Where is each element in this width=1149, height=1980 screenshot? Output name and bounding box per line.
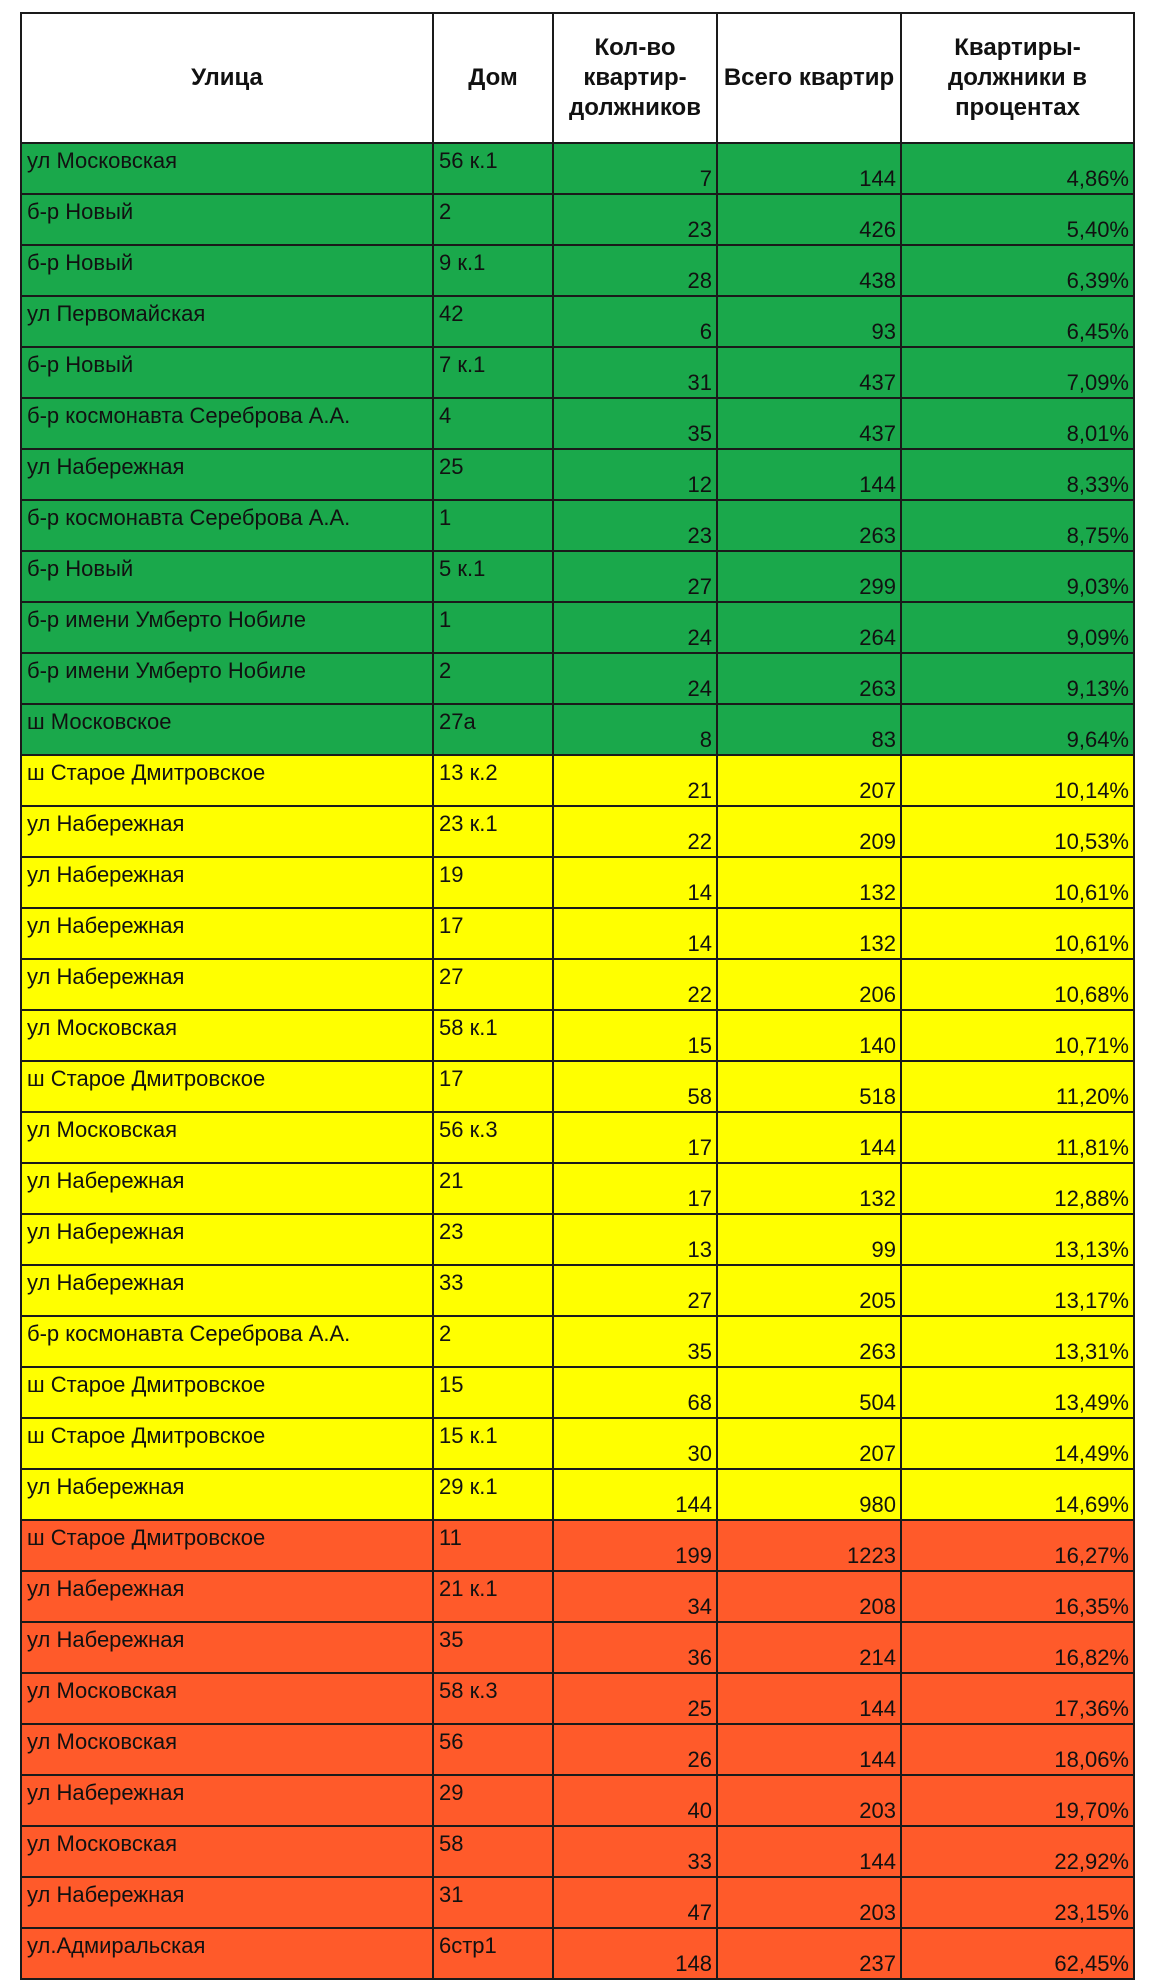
debtor-percent-cell: 16,27% bbox=[901, 1520, 1134, 1571]
debtor-percent-cell: 8,75% bbox=[901, 500, 1134, 551]
debtor-percent-cell: 62,45% bbox=[901, 1928, 1134, 1979]
street-cell: ул Московская bbox=[21, 1010, 433, 1061]
debtor-count-cell: 14 bbox=[553, 908, 717, 959]
debtor-percent-cell: 13,13% bbox=[901, 1214, 1134, 1265]
debtor-count-cell: 36 bbox=[553, 1622, 717, 1673]
total-apartments-cell: 132 bbox=[717, 908, 901, 959]
house-cell: 17 bbox=[433, 908, 553, 959]
house-cell: 15 к.1 bbox=[433, 1418, 553, 1469]
table-row bbox=[21, 194, 1134, 245]
debtor-percent-cell: 9,64% bbox=[901, 704, 1134, 755]
table-body bbox=[21, 143, 1134, 1979]
street-cell: ул Набережная bbox=[21, 1265, 433, 1316]
total-apartments-cell: 209 bbox=[717, 806, 901, 857]
table-row bbox=[21, 1520, 1134, 1571]
table-row bbox=[21, 908, 1134, 959]
debtor-percent-cell: 11,81% bbox=[901, 1112, 1134, 1163]
debtor-count-cell: 144 bbox=[553, 1469, 717, 1520]
house-cell: 56 к.3 bbox=[433, 1112, 553, 1163]
house-cell: 29 bbox=[433, 1775, 553, 1826]
debtor-percent-cell: 13,31% bbox=[901, 1316, 1134, 1367]
street-cell: б-р космонавта Сереброва А.А. bbox=[21, 1316, 433, 1367]
debtor-count-cell: 148 bbox=[553, 1928, 717, 1979]
street-cell: ул Московская bbox=[21, 1673, 433, 1724]
street-cell: ул Набережная bbox=[21, 806, 433, 857]
street-cell: б-р имени Умберто Нобиле bbox=[21, 653, 433, 704]
debtor-percent-cell: 10,68% bbox=[901, 959, 1134, 1010]
debtor-count-cell: 31 bbox=[553, 347, 717, 398]
house-cell: 21 к.1 bbox=[433, 1571, 553, 1622]
table-row bbox=[21, 1112, 1134, 1163]
street-cell: б-р Новый bbox=[21, 245, 433, 296]
total-apartments-cell: 93 bbox=[717, 296, 901, 347]
total-apartments-cell: 144 bbox=[717, 1673, 901, 1724]
debtor-percent-cell: 6,45% bbox=[901, 296, 1134, 347]
house-cell: 27а bbox=[433, 704, 553, 755]
table-row bbox=[21, 449, 1134, 500]
debtor-percent-cell: 11,20% bbox=[901, 1061, 1134, 1112]
table-row bbox=[21, 1163, 1134, 1214]
debtor-percent-cell: 17,36% bbox=[901, 1673, 1134, 1724]
house-cell: 58 bbox=[433, 1826, 553, 1877]
table-row bbox=[21, 1010, 1134, 1061]
debtor-percent-cell: 10,53% bbox=[901, 806, 1134, 857]
debtor-percent-cell: 10,14% bbox=[901, 755, 1134, 806]
total-apartments-cell: 214 bbox=[717, 1622, 901, 1673]
house-cell: 58 к.3 bbox=[433, 1673, 553, 1724]
debtor-percent-cell: 13,49% bbox=[901, 1367, 1134, 1418]
debtor-count-cell: 27 bbox=[553, 551, 717, 602]
total-apartments-cell: 132 bbox=[717, 1163, 901, 1214]
table-row bbox=[21, 1571, 1134, 1622]
total-apartments-cell: 437 bbox=[717, 347, 901, 398]
street-cell: ул Набережная bbox=[21, 1775, 433, 1826]
debtor-percent-cell: 4,86% bbox=[901, 143, 1134, 194]
debtor-percent-cell: 10,61% bbox=[901, 857, 1134, 908]
debtor-percent-cell: 23,15% bbox=[901, 1877, 1134, 1928]
street-cell: б-р Новый bbox=[21, 551, 433, 602]
debtor-count-cell: 40 bbox=[553, 1775, 717, 1826]
house-cell: 4 bbox=[433, 398, 553, 449]
street-cell: ш Старое Дмитровское bbox=[21, 755, 433, 806]
debtor-count-cell: 35 bbox=[553, 1316, 717, 1367]
house-cell: 19 bbox=[433, 857, 553, 908]
table-row bbox=[21, 1418, 1134, 1469]
total-apartments-cell: 203 bbox=[717, 1877, 901, 1928]
debtor-count-cell: 24 bbox=[553, 653, 717, 704]
table-row bbox=[21, 398, 1134, 449]
street-cell: ш Старое Дмитровское bbox=[21, 1520, 433, 1571]
debtor-count-cell: 25 bbox=[553, 1673, 717, 1724]
total-apartments-cell: 263 bbox=[717, 500, 901, 551]
total-apartments-cell: 132 bbox=[717, 857, 901, 908]
debtor-count-cell: 34 bbox=[553, 1571, 717, 1622]
header-row bbox=[21, 13, 1134, 143]
total-apartments-cell: 144 bbox=[717, 449, 901, 500]
house-cell: 5 к.1 bbox=[433, 551, 553, 602]
table-row bbox=[21, 1265, 1134, 1316]
street-cell: б-р космонавта Сереброва А.А. bbox=[21, 500, 433, 551]
table-row bbox=[21, 704, 1134, 755]
table-row bbox=[21, 143, 1134, 194]
total-apartments-cell: 206 bbox=[717, 959, 901, 1010]
table-row bbox=[21, 1673, 1134, 1724]
table-row bbox=[21, 959, 1134, 1010]
street-cell: ул Набережная bbox=[21, 1571, 433, 1622]
house-cell: 6стр1 bbox=[433, 1928, 553, 1979]
debtor-percent-cell: 10,61% bbox=[901, 908, 1134, 959]
table-row bbox=[21, 1622, 1134, 1673]
debtor-count-cell: 22 bbox=[553, 959, 717, 1010]
debtor-count-cell: 15 bbox=[553, 1010, 717, 1061]
table-row bbox=[21, 755, 1134, 806]
debtor-percent-cell: 7,09% bbox=[901, 347, 1134, 398]
debtor-percent-cell: 19,70% bbox=[901, 1775, 1134, 1826]
table-row bbox=[21, 1367, 1134, 1418]
debtor-count-cell: 199 bbox=[553, 1520, 717, 1571]
table-row bbox=[21, 1316, 1134, 1367]
street-cell: ул Набережная bbox=[21, 1214, 433, 1265]
street-cell: ул Набережная bbox=[21, 1163, 433, 1214]
total-apartments-cell: 144 bbox=[717, 1724, 901, 1775]
table-row bbox=[21, 1826, 1134, 1877]
debtor-count-cell: 21 bbox=[553, 755, 717, 806]
debtor-count-cell: 13 bbox=[553, 1214, 717, 1265]
debtor-count-cell: 47 bbox=[553, 1877, 717, 1928]
debtor-count-cell: 58 bbox=[553, 1061, 717, 1112]
table-row bbox=[21, 857, 1134, 908]
table-row bbox=[21, 551, 1134, 602]
debtor-count-cell: 17 bbox=[553, 1163, 717, 1214]
street-cell: ул.Адмиральская bbox=[21, 1928, 433, 1979]
house-cell: 42 bbox=[433, 296, 553, 347]
house-cell: 9 к.1 bbox=[433, 245, 553, 296]
house-cell: 17 bbox=[433, 1061, 553, 1112]
debtor-percent-cell: 9,09% bbox=[901, 602, 1134, 653]
house-cell: 33 bbox=[433, 1265, 553, 1316]
street-cell: ш Старое Дмитровское bbox=[21, 1418, 433, 1469]
table-row bbox=[21, 347, 1134, 398]
total-apartments-cell: 263 bbox=[717, 1316, 901, 1367]
total-apartments-cell: 504 bbox=[717, 1367, 901, 1418]
street-cell: ул Московская bbox=[21, 1826, 433, 1877]
total-apartments-cell: 1223 bbox=[717, 1520, 901, 1571]
table-row bbox=[21, 653, 1134, 704]
debtor-percent-cell: 10,71% bbox=[901, 1010, 1134, 1061]
house-cell: 15 bbox=[433, 1367, 553, 1418]
street-cell: ш Старое Дмитровское bbox=[21, 1367, 433, 1418]
total-apartments-cell: 203 bbox=[717, 1775, 901, 1826]
table-row bbox=[21, 602, 1134, 653]
debtor-count-cell: 33 bbox=[553, 1826, 717, 1877]
house-cell: 23 bbox=[433, 1214, 553, 1265]
house-cell: 27 bbox=[433, 959, 553, 1010]
debtor-count-cell: 35 bbox=[553, 398, 717, 449]
debtor-count-cell: 68 bbox=[553, 1367, 717, 1418]
total-apartments-cell: 518 bbox=[717, 1061, 901, 1112]
house-cell: 7 к.1 bbox=[433, 347, 553, 398]
total-apartments-cell: 263 bbox=[717, 653, 901, 704]
house-cell: 13 к.2 bbox=[433, 755, 553, 806]
street-cell: ул Набережная bbox=[21, 449, 433, 500]
table-row bbox=[21, 806, 1134, 857]
header-street: Улица bbox=[21, 13, 433, 143]
street-cell: б-р Новый bbox=[21, 347, 433, 398]
street-cell: ш Старое Дмитровское bbox=[21, 1061, 433, 1112]
debtor-count-cell: 17 bbox=[553, 1112, 717, 1163]
street-cell: б-р космонавта Сереброва А.А. bbox=[21, 398, 433, 449]
street-cell: ш Московское bbox=[21, 704, 433, 755]
house-cell: 31 bbox=[433, 1877, 553, 1928]
debtor-count-cell: 7 bbox=[553, 143, 717, 194]
debtor-percent-cell: 8,33% bbox=[901, 449, 1134, 500]
street-cell: ул Набережная bbox=[21, 908, 433, 959]
debtor-percent-cell: 14,69% bbox=[901, 1469, 1134, 1520]
debtor-count-cell: 6 bbox=[553, 296, 717, 347]
total-apartments-cell: 438 bbox=[717, 245, 901, 296]
house-cell: 56 bbox=[433, 1724, 553, 1775]
street-cell: ул Московская bbox=[21, 1112, 433, 1163]
total-apartments-cell: 99 bbox=[717, 1214, 901, 1265]
house-cell: 58 к.1 bbox=[433, 1010, 553, 1061]
total-apartments-cell: 264 bbox=[717, 602, 901, 653]
debtor-count-cell: 28 bbox=[553, 245, 717, 296]
house-cell: 2 bbox=[433, 194, 553, 245]
table-row bbox=[21, 1061, 1134, 1112]
total-apartments-cell: 437 bbox=[717, 398, 901, 449]
debtor-percent-cell: 9,03% bbox=[901, 551, 1134, 602]
debtor-count-cell: 23 bbox=[553, 500, 717, 551]
street-cell: б-р Новый bbox=[21, 194, 433, 245]
house-cell: 35 bbox=[433, 1622, 553, 1673]
street-cell: ул Набережная bbox=[21, 1469, 433, 1520]
table-row bbox=[21, 1877, 1134, 1928]
total-apartments-cell: 207 bbox=[717, 1418, 901, 1469]
debtor-percent-cell: 16,82% bbox=[901, 1622, 1134, 1673]
total-apartments-cell: 237 bbox=[717, 1928, 901, 1979]
table-row bbox=[21, 1469, 1134, 1520]
header-house: Дом bbox=[433, 13, 553, 143]
total-apartments-cell: 207 bbox=[717, 755, 901, 806]
debtor-percent-cell: 22,92% bbox=[901, 1826, 1134, 1877]
table-row bbox=[21, 500, 1134, 551]
house-cell: 2 bbox=[433, 1316, 553, 1367]
house-cell: 29 к.1 bbox=[433, 1469, 553, 1520]
total-apartments-cell: 205 bbox=[717, 1265, 901, 1316]
debtor-count-cell: 30 bbox=[553, 1418, 717, 1469]
debtor-count-cell: 8 bbox=[553, 704, 717, 755]
header-debtor-percent: Квартиры-должники в процентах bbox=[901, 13, 1134, 143]
total-apartments-cell: 426 bbox=[717, 194, 901, 245]
street-cell: ул Набережная bbox=[21, 1877, 433, 1928]
total-apartments-cell: 980 bbox=[717, 1469, 901, 1520]
table-row bbox=[21, 296, 1134, 347]
table-row bbox=[21, 245, 1134, 296]
table-row bbox=[21, 1928, 1134, 1979]
house-cell: 11 bbox=[433, 1520, 553, 1571]
table-row bbox=[21, 1214, 1134, 1265]
street-cell: ул Московская bbox=[21, 143, 433, 194]
debtor-count-cell: 14 bbox=[553, 857, 717, 908]
total-apartments-cell: 140 bbox=[717, 1010, 901, 1061]
debtor-percent-cell: 18,06% bbox=[901, 1724, 1134, 1775]
house-cell: 56 к.1 bbox=[433, 143, 553, 194]
debtors-table bbox=[20, 12, 1135, 1980]
debtor-count-cell: 26 bbox=[553, 1724, 717, 1775]
header-total-apartments: Всего квартир bbox=[717, 13, 901, 143]
debtor-percent-cell: 6,39% bbox=[901, 245, 1134, 296]
street-cell: ул Набережная bbox=[21, 1622, 433, 1673]
header-debtor-count: Кол-во квартир-должников bbox=[553, 13, 717, 143]
street-cell: ул Набережная bbox=[21, 959, 433, 1010]
debtor-percent-cell: 9,13% bbox=[901, 653, 1134, 704]
debtor-percent-cell: 5,40% bbox=[901, 194, 1134, 245]
street-cell: б-р имени Умберто Нобиле bbox=[21, 602, 433, 653]
table-row bbox=[21, 1775, 1134, 1826]
total-apartments-cell: 144 bbox=[717, 1112, 901, 1163]
debtor-percent-cell: 13,17% bbox=[901, 1265, 1134, 1316]
house-cell: 2 bbox=[433, 653, 553, 704]
table-row bbox=[21, 1724, 1134, 1775]
street-cell: ул Первомайская bbox=[21, 296, 433, 347]
total-apartments-cell: 299 bbox=[717, 551, 901, 602]
debtor-count-cell: 27 bbox=[553, 1265, 717, 1316]
street-cell: ул Московская bbox=[21, 1724, 433, 1775]
total-apartments-cell: 144 bbox=[717, 143, 901, 194]
house-cell: 25 bbox=[433, 449, 553, 500]
house-cell: 1 bbox=[433, 500, 553, 551]
total-apartments-cell: 83 bbox=[717, 704, 901, 755]
total-apartments-cell: 208 bbox=[717, 1571, 901, 1622]
debtor-percent-cell: 14,49% bbox=[901, 1418, 1134, 1469]
debtor-count-cell: 23 bbox=[553, 194, 717, 245]
house-cell: 23 к.1 bbox=[433, 806, 553, 857]
debtor-percent-cell: 8,01% bbox=[901, 398, 1134, 449]
total-apartments-cell: 144 bbox=[717, 1826, 901, 1877]
debtor-count-cell: 24 bbox=[553, 602, 717, 653]
house-cell: 21 bbox=[433, 1163, 553, 1214]
house-cell: 1 bbox=[433, 602, 553, 653]
debtor-percent-cell: 12,88% bbox=[901, 1163, 1134, 1214]
debtor-count-cell: 22 bbox=[553, 806, 717, 857]
street-cell: ул Набережная bbox=[21, 857, 433, 908]
debtor-percent-cell: 16,35% bbox=[901, 1571, 1134, 1622]
debtor-count-cell: 12 bbox=[553, 449, 717, 500]
